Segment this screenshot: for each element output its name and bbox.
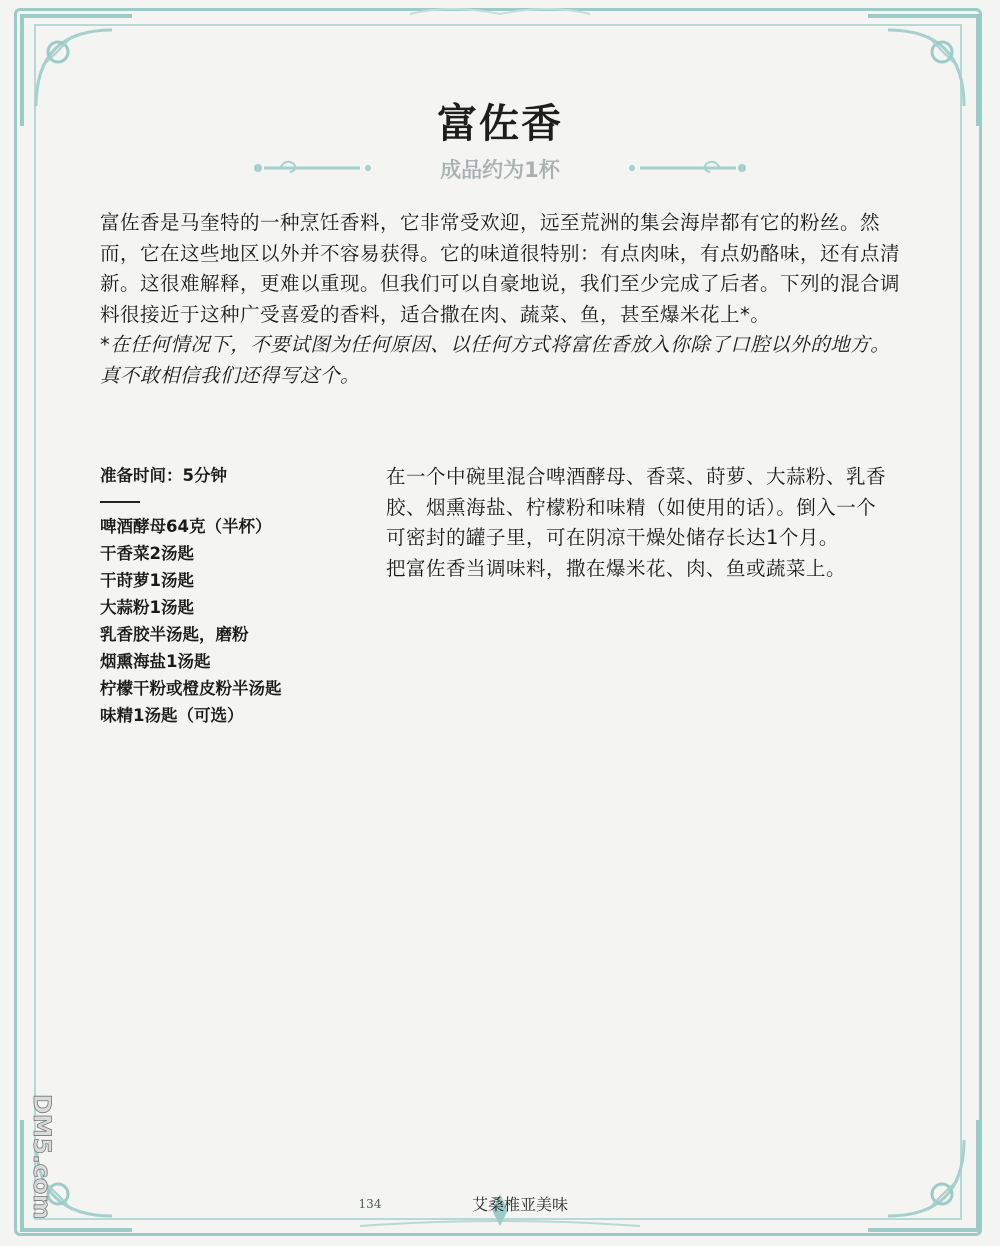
ingredient-item: 啤酒酵母64克（半杯） [100,517,272,536]
ingredient-item: 乳香胶半汤匙，磨粉 [100,625,249,644]
ingredient-list [100,513,350,729]
ingredient-item: 干香菜2汤匙 [100,544,194,563]
svg-text:DM5.com: DM5.com [28,1094,56,1220]
instruction-step: 把富佐香当调味料，撒在爆米花、肉、鱼或蔬菜上。 [386,556,847,580]
ingredient-item: 味精1汤匙（可选） [100,706,244,725]
corner-ornament-icon [858,1110,988,1240]
prep-time: 准备时间：5分钟 [100,466,227,485]
ingredient-item: 烟熏海盐1汤匙 [100,652,211,671]
intro-paragraph: 富佐香是马奎特的一种烹饪香料，它非常受欢迎，远至荒洲的集会海岸都有它的粉丝。然而，它在这些地区以外并不容易获得。它的味道很特别：有点肉味，有点奶酪味，还有点清新。这很难解释，更难以重现。但我们可以自豪地说，我们至少完成了后者。下列的混合调料很接近于这种广受喜爱的香料，适合撒在肉、蔬菜、鱼，甚至爆米花上*。 [100,211,901,326]
instructions-column [386,462,886,584]
ingredient-item: 干莳萝1汤匙 [100,571,194,590]
intro-note: *在任何情况下，不要试图为任何原因、以任何方式将富佐香放入你除了口腔以外的地方。真不敢相信我们还得写这个。 [100,333,891,387]
top-ornament-icon [400,2,600,26]
ingredient-item: 大蒜粉1汤匙 [100,598,194,617]
ingredient-item: 柠檬干粉或橙皮粉半汤匙 [100,679,282,698]
recipe-title: 富佐香 [437,100,563,147]
recipe-yield: 成品约为1杯 [440,158,560,182]
flourish-right-icon [600,156,750,180]
page-number: 134 [358,1197,382,1211]
instruction-step: 在一个中碗里混合啤酒酵母、香菜、莳萝、大蒜粉、乳香胶、烟熏海盐、柠檬粉和味精（如使用的话）。倒入一个可密封的罐子里，可在阴凉干燥处储存长达1个月。 [386,465,887,549]
divider [100,501,140,503]
book-title: 艾桑椎亚美味 [471,1195,568,1214]
recipe-intro [100,208,910,391]
watermark-logo-icon [4,1090,56,1240]
ingredients-column [100,462,350,729]
yield-row [250,150,750,186]
